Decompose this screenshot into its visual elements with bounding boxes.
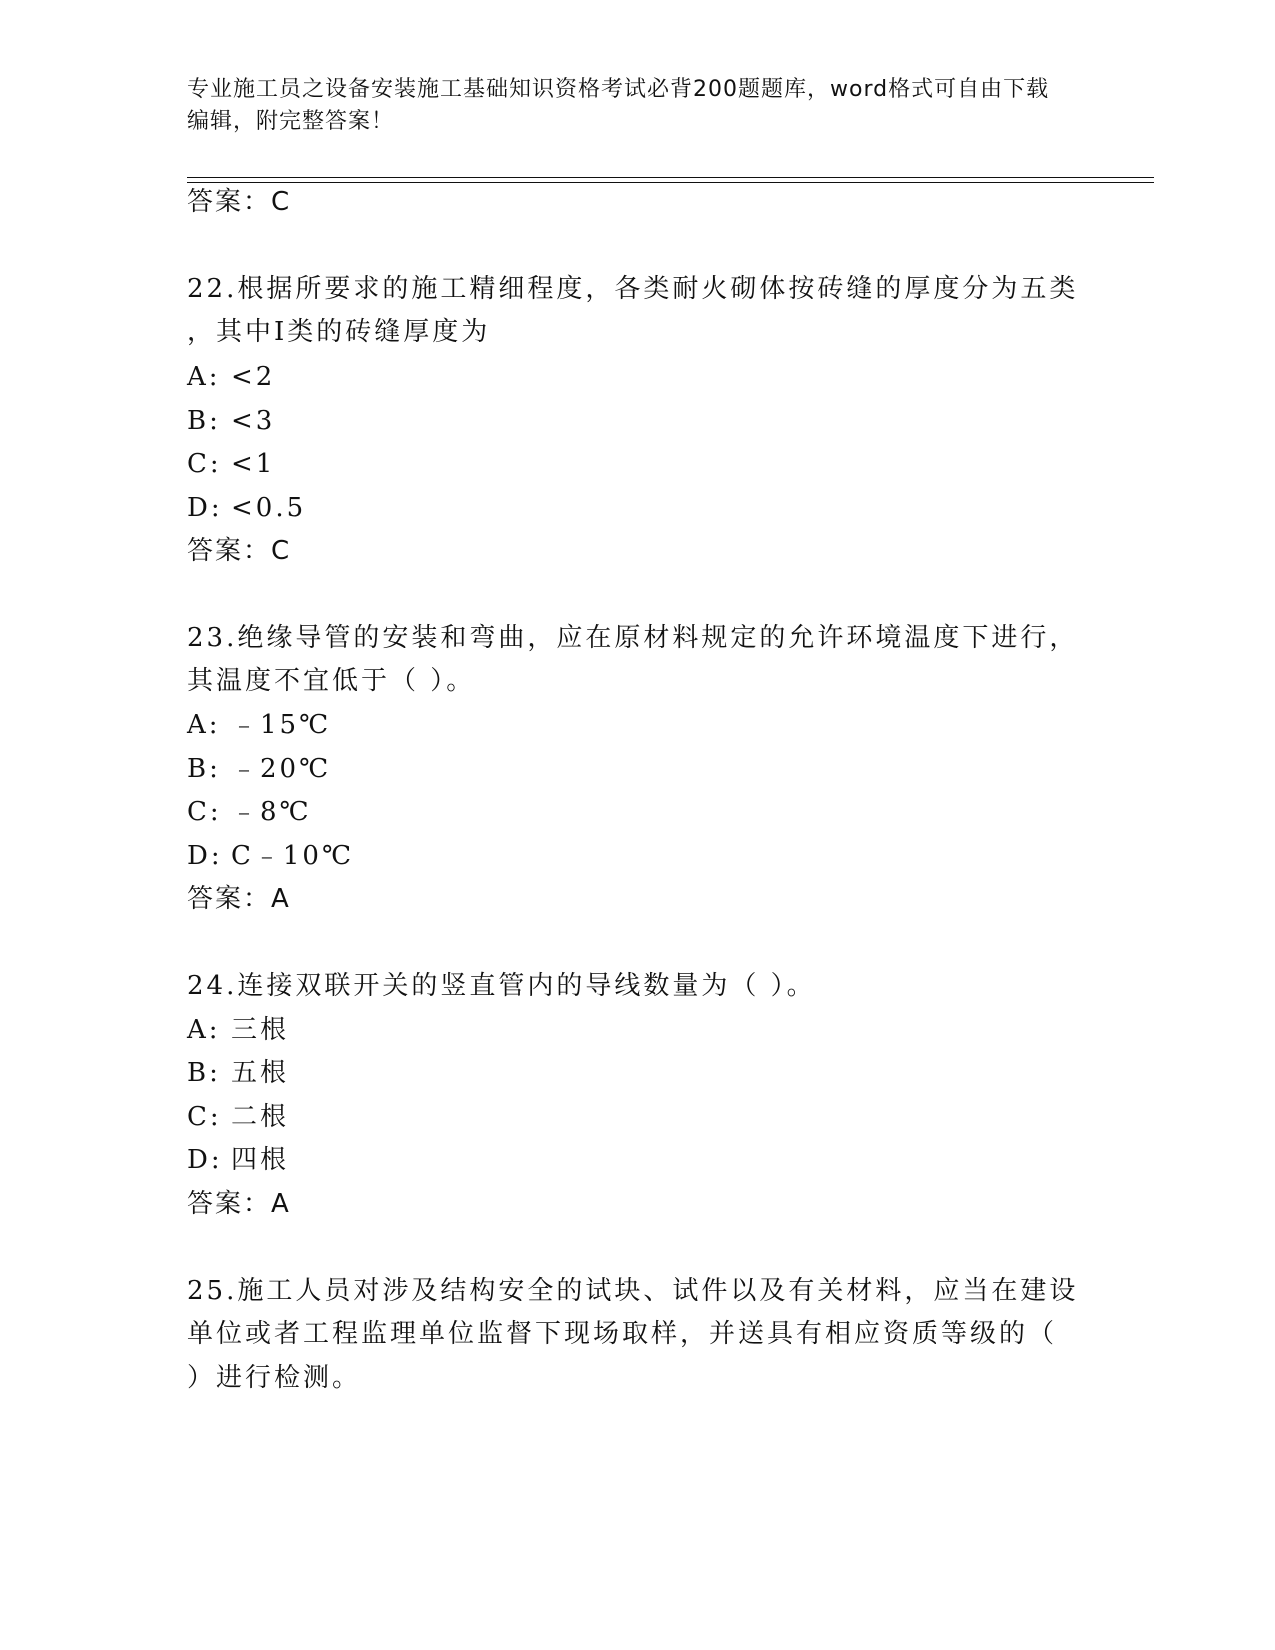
question-22-stem-line-1: 22.根据所要求的施工精细程度，各类耐火砌体按砖缝的厚度分为五类	[187, 274, 1079, 304]
question-24-option-b	[187, 1056, 289, 1090]
question-25-stem-line-3: ）进行检测。	[187, 1363, 362, 1393]
option-label: B:	[187, 406, 221, 436]
document-header: 专业施工员之设备安装施工基础知识资格考试必背200题题库，word格式可自由下载编辑，附完整答案！	[187, 77, 1050, 134]
option-text: ﹣15℃	[231, 710, 332, 740]
question-22-option-a	[187, 360, 275, 394]
question-23-stem-line-2: 其温度不宜低于（ ）。	[187, 666, 476, 696]
option-label: D:	[187, 493, 223, 523]
question-22-option-d	[187, 491, 306, 525]
option-text: <0.5	[231, 493, 307, 523]
option-label: A:	[187, 1015, 221, 1045]
question-22-answer: 答案：C	[187, 536, 292, 566]
option-text: 五根	[231, 1058, 290, 1088]
question-24-option-a	[187, 1013, 289, 1047]
question-22-stem-line-2: ，其中Ⅰ类的砖缝厚度为	[187, 317, 491, 347]
header-divider-top	[187, 177, 1154, 178]
question-25-stem-line-2: 单位或者工程监理单位监督下现场取样，并送具有相应资质等级的（	[187, 1319, 1058, 1349]
option-label: A:	[187, 362, 221, 392]
option-label: B:	[187, 1058, 221, 1088]
option-label: C:	[187, 797, 222, 827]
option-text: <1	[231, 449, 276, 479]
question-23-answer: 答案：A	[187, 884, 291, 914]
question-22-option-b	[187, 404, 275, 438]
option-label: B:	[187, 754, 221, 784]
option-text: 二根	[231, 1102, 290, 1132]
option-text: 四根	[231, 1145, 290, 1175]
option-text: 三根	[231, 1015, 290, 1045]
option-text: ﹣8℃	[231, 797, 312, 827]
question-24-option-c	[187, 1100, 289, 1134]
question-23-option-a	[187, 708, 331, 742]
option-text: <3	[231, 406, 276, 436]
question-23-stem-line-1: 23.绝缘导管的安装和弯曲，应在原材料规定的允许环境温度下进行，	[187, 623, 1079, 653]
option-label: D:	[187, 841, 223, 871]
question-22-option-c	[187, 447, 275, 481]
question-23-option-b	[187, 752, 331, 786]
option-text: <2	[231, 362, 276, 392]
question-23-option-c	[187, 795, 312, 829]
option-label: C:	[187, 449, 222, 479]
question-23-option-d	[187, 839, 354, 873]
header-divider-bottom	[187, 182, 1154, 183]
option-text: ﹣20℃	[231, 754, 332, 784]
option-label: A:	[187, 710, 221, 740]
option-label: C:	[187, 1102, 222, 1132]
question-25-stem-line-1: 25.施工人员对涉及结构安全的试块、试件以及有关材料，应当在建设	[187, 1276, 1079, 1306]
option-label: D:	[187, 1145, 223, 1175]
question-24-option-d	[187, 1143, 289, 1177]
question-24-answer: 答案：A	[187, 1189, 291, 1219]
option-text: C﹣10℃	[231, 841, 355, 871]
question-24-stem-line-1: 24.连接双联开关的竖直管内的导线数量为（ ）。	[187, 971, 816, 1001]
previous-answer: 答案：C	[187, 187, 292, 217]
